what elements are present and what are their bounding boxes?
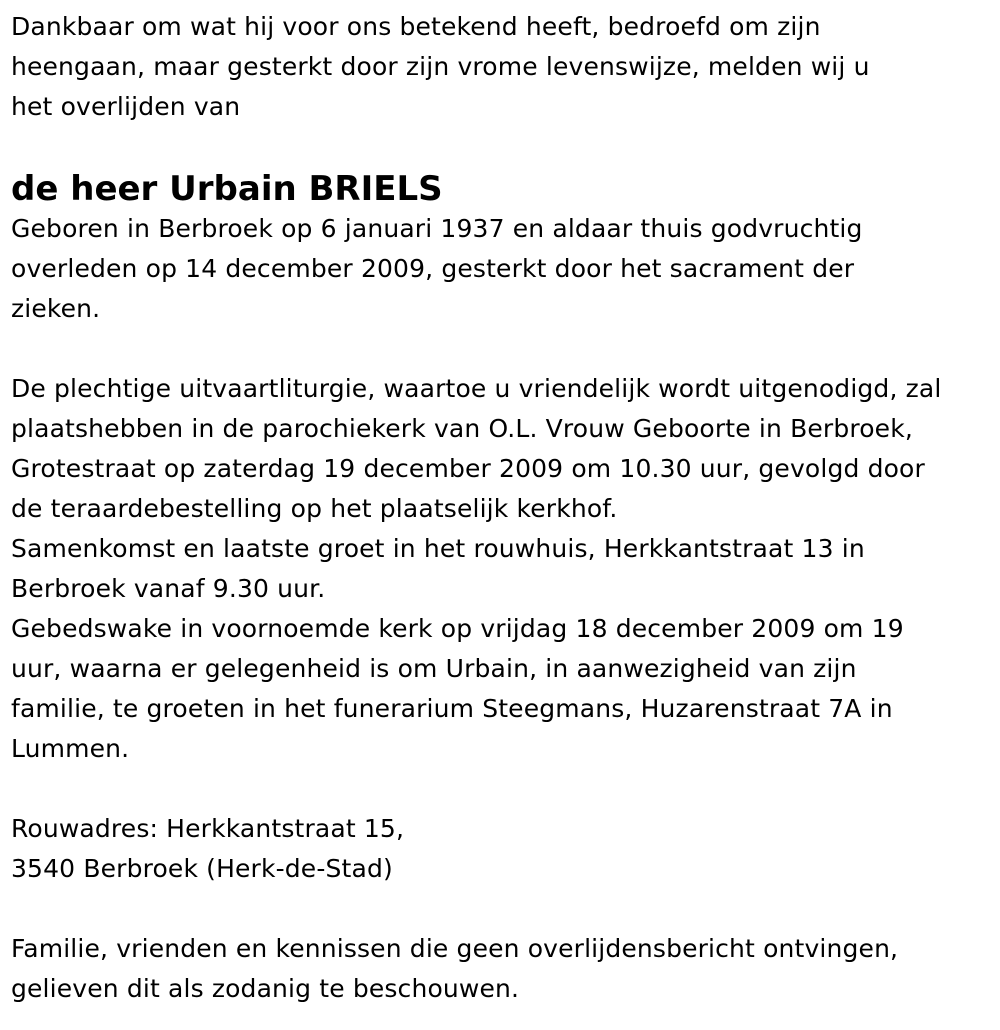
- ceremony-line: plaatshebben in de parochiekerk van O.L. Vrouw Geboorte in Berbroek,: [11, 414, 913, 443]
- birth-death-paragraph: [11, 209, 1000, 329]
- ceremony-line: De plechtige uitvaartliturgie, waartoe u vriendelijk wordt uitgenodigd, zal: [11, 374, 942, 403]
- ceremony-line: Lummen.: [11, 734, 130, 763]
- ceremony-line: Samenkomst en laatste groet in het rouwhuis, Herkkantstraat 13 in: [11, 534, 865, 563]
- ceremony-line: Berbroek vanaf 9.30 uur.: [11, 574, 326, 603]
- ceremony-line: familie, te groeten in het funerarium Steegmans, Huzarenstraat 7A in: [11, 694, 893, 723]
- closing-line: Familie, vrienden en kennissen die geen overlijdensbericht ontvingen,: [11, 934, 899, 963]
- closing-paragraph: [11, 929, 1000, 1009]
- spacer: [11, 329, 1000, 369]
- ceremony-line: Grotestraat op zaterdag 19 december 2009 om 10.30 uur, gevolgd door: [11, 454, 925, 483]
- ceremony-line: Gebedswake in voornoemde kerk op vrijdag 18 december 2009 om 19: [11, 614, 904, 643]
- birth-line: overleden op 14 december 2009, gesterkt door het sacrament der: [11, 254, 855, 283]
- birth-line: Geboren in Berbroek op 6 januari 1937 en aldaar thuis godvruchtig: [11, 214, 863, 243]
- ceremony-paragraph: [11, 369, 1000, 769]
- intro-paragraph: [11, 7, 1000, 127]
- intro-line: Dankbaar om wat hij voor ons betekend heeft, bedroefd om zijn: [11, 12, 821, 41]
- deceased-name: de heer Urbain BRIELS: [11, 169, 443, 209]
- address-paragraph: [11, 809, 1000, 889]
- spacer: [11, 769, 1000, 809]
- intro-line: het overlijden van: [11, 92, 241, 121]
- address-line: Rouwadres: Herkkantstraat 15,: [11, 814, 405, 843]
- spacer: [11, 889, 1000, 929]
- address-line: 3540 Berbroek (Herk-de-Stad): [11, 854, 393, 883]
- ceremony-line: uur, waarna er gelegenheid is om Urbain, in aanwezigheid van zijn: [11, 654, 857, 683]
- intro-line: heengaan, maar gesterkt door zijn vrome levenswijze, melden wij u: [11, 52, 870, 81]
- birth-line: zieken.: [11, 294, 101, 323]
- closing-line: gelieven dit als zodanig te beschouwen.: [11, 974, 520, 1003]
- ceremony-line: de teraardebestelling op het plaatselijk kerkhof.: [11, 494, 618, 523]
